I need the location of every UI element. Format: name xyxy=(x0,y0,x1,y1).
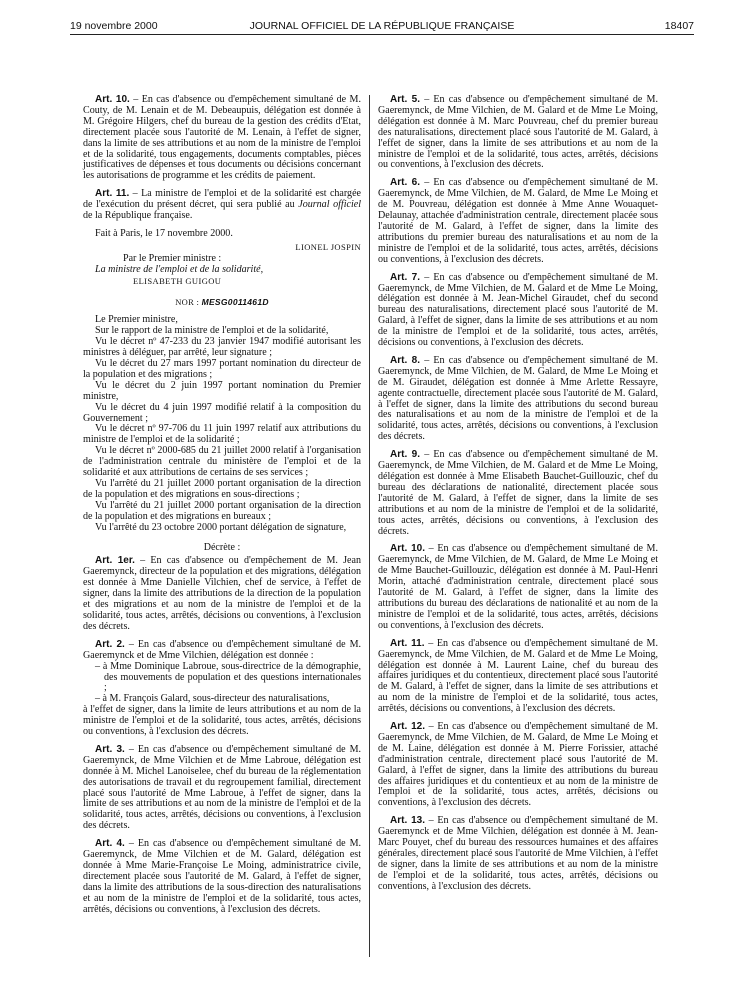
article-label: Art. 6. xyxy=(390,177,421,189)
article-4 xyxy=(83,839,361,915)
article-6 xyxy=(378,178,658,265)
column-divider xyxy=(369,95,370,957)
article-text: – En cas d'absence ou d'empêchement simultané de M. Gaeremynck et de Mme Vilchien, délégation est donnée : xyxy=(83,638,362,661)
article-text: – En cas d'absence ou d'empêchement simultané de M. Couty, de M. Lenain et de M. Debeaupuis, délégation est donnée à M. Grégoire Hilgers, chef du bureau de la gestion des crédits d'Etat, directement placée sous l'autorité de M. Lenain, à l'effet de signer, dans la limite de ses attributions et au nom de la ministre de l'emploi et de la solidarité, tous engagements, documents comptables, pièces justificatives de dépenses et tous documents ou décisions concernant les autorisations de programme et les crédits de paiement. xyxy=(83,94,362,182)
header-rule xyxy=(70,34,694,35)
minister-title: La ministre de l'emploi et de la solidarité, xyxy=(95,263,264,275)
article-text: – En cas d'absence ou d'empêchement simultané de M. Gaeremynck, de Mme Vilchien, de M. Galard, de Mme Le Moing et de M. Giraudet, délégation est donnée à Mme Arlette Ressayre, agente contractuelle, directement placée sous l'autorité de M. Galard, à l'effet de signer, dans la limite des attributions du second bureau des naturalisations et au nom de la ministre de l'emploi et de la solidarité, tous actes, arrêtés, décisions ou conventions, à l'exclusion des décrets. xyxy=(378,354,658,443)
article-text: – En cas d'absence ou d'empêchement de M. Jean Gaeremynck, directeur de la population et des migrations, délégation est donnée à Mme Danielle Vilchien, chef de service, à l'effet de signer, dans la limite des attributions de la direction de la population et des migrations et au nom de la ministre de l'emploi et de la solidarité, tous actes, arrêtés, décisions ou conventions, à l'exclusion des décrets. xyxy=(83,555,361,632)
article-2 xyxy=(83,640,361,738)
nor-code: MESG0011461D xyxy=(201,296,269,307)
article-5 xyxy=(378,95,658,171)
article-text-end: de la République française. xyxy=(83,210,193,222)
preamble-line: Vu l'arrêté du 23 octobre 2000 portant délégation de signature, xyxy=(95,521,347,533)
article-10-right xyxy=(378,544,658,631)
nor-reference xyxy=(83,297,361,308)
article-label: Art. 1er. xyxy=(95,555,135,567)
article-12 xyxy=(378,722,658,809)
article-label: Art. 13. xyxy=(390,815,426,827)
article-7 xyxy=(378,273,658,349)
preamble-line: Vu l'arrêté du 21 juillet 2000 portant organisation de la direction de la population et des migrations en bureaux ; xyxy=(83,499,361,522)
right-column xyxy=(378,95,658,900)
preamble-line: Sur le rapport de la ministre de l'emploi et de la solidarité, xyxy=(95,325,329,337)
decrete-heading: Décrète : xyxy=(203,541,241,553)
list-item: – à M. François Galard, sous-directeur des naturalisations, xyxy=(95,693,330,705)
article-text: – En cas d'absence ou d'empêchement simultané de M. Gaeremynck, de Mme Vilchien, de M. Galard, de Mme Le Moing et de M. Laine, délégation est donnée à M. Pierre Forissier, attaché d'administration centrale, directement placé sous l'autorité de M. Galard, à l'effet de signer, dans la limite des attributions du bureau des affaires juridiques et du contentieux et au nom de la ministre de l'emploi et de la solidarité, tous actes, arrêtés, décisions ou conventions, à l'exclusion des décrets. xyxy=(378,721,659,809)
preamble-line: Vu le décret du 2 juin 1997 portant nomination du Premier ministre, xyxy=(83,379,361,402)
preamble-line: Vu le décret nº 47-233 du 23 janvier 1947 modifié autorisant les ministres à déléguer, par arrêté, leur signature ; xyxy=(83,336,361,359)
article-10-left xyxy=(83,95,361,182)
header-page-number: 18407 xyxy=(664,20,694,32)
article-text: – En cas d'absence ou d'empêchement simultané de M. Gaeremynck, de Mme Vilchien, de M. Galard, de Mme Le Moing et de Mme Bauchet-Guillouzic, délégation est donnée à M. Paul-Henri Morin, attaché d'administration centrale, directement placé sous l'autorité de M. Galard, à l'effet de signer, dans la limite des attributions du bureau des déclarations de nationalité et au nom de la ministre de l'emploi et de la solidarité, tous actes, arrêtés, décisions ou conventions, à l'exclusion des décrets. xyxy=(378,543,659,631)
signature-par: Par le Premier ministre : xyxy=(123,252,222,264)
article-9 xyxy=(378,450,658,537)
nor-prefix: NOR : xyxy=(175,296,202,307)
article-8 xyxy=(378,356,658,443)
page-header xyxy=(70,16,694,36)
header-title: JOURNAL OFFICIEL DE LA RÉPUBLIQUE FRANÇAISE xyxy=(249,20,515,32)
article-label: Art. 4. xyxy=(95,838,125,850)
article-label: Art. 11. xyxy=(390,637,425,649)
signature-name: LIONEL JOSPIN xyxy=(295,241,361,252)
article-text: – En cas d'absence ou d'empêchement simultané de M. Gaeremynck, de Mme Vilchien, de M. Galard et de Mme Le Moing, délégation est donnée à M. Marc Pouvreau, chef du premier bureau des naturalisations, directement placé sous l'autorité de M. Galard, à l'effet de signer, dans la limite de ses attributions et au nom de la ministre de l'emploi et de la solidarité, tous actes, arrêtés, décisions ou conventions, à l'exclusion des décrets. xyxy=(378,94,658,171)
article-text: – La ministre de l'emploi et de la solidarité est chargée de l'exécution du présent décret, qui sera publié au xyxy=(83,188,361,211)
article-text: – En cas d'absence ou d'empêchement simultané de M. Gaeremynck, de Mme Vilchien, de M. Galard, de Mme Le Moing et de M. Pouvreau, délégation est donnée à Mme Anne Wouaquet-Delaunay, attachée d'administration centrale, directement placée sous l'autorité de M. Galard, à l'effet de signer, dans la limite des attributions du premier bureau des naturalisations et au nom de la ministre de l'emploi et de la solidarité, tous actes, arrêtés, décisions ou conventions, à l'exclusion des décrets. xyxy=(378,177,658,265)
preamble-line: Le Premier ministre, xyxy=(95,314,178,326)
article-label: Art. 3. xyxy=(95,743,125,755)
preamble xyxy=(83,315,361,533)
minister-name: ELISABETH GUIGOU xyxy=(133,275,222,286)
preamble-line: Vu le décret du 4 juin 1997 modifié relatif à la composition du Gouvernement ; xyxy=(83,401,361,424)
article-label: Art. 7. xyxy=(390,271,421,283)
signature-date: Fait à Paris, le 17 novembre 2000. xyxy=(95,227,233,239)
article-label: Art. 2. xyxy=(95,638,125,650)
article-label: Art. 8. xyxy=(390,354,421,366)
header-date: 19 novembre 2000 xyxy=(70,20,158,32)
preamble-line: Vu le décret nº 2000-685 du 21 juillet 2000 relatif à l'organisation de l'administration centrale du ministère de l'emploi et de la solidarité et aux attributions de certains de ses services ; xyxy=(83,445,361,479)
article-label: Art. 11. xyxy=(95,188,130,200)
article-13 xyxy=(378,816,658,892)
article-1 xyxy=(83,556,361,632)
preamble-line: Vu le décret nº 97-706 du 11 juin 1997 relatif aux attributions du ministre de l'emploi et de la solidarité ; xyxy=(83,423,361,446)
article-label: Art. 5. xyxy=(390,94,421,105)
article-3 xyxy=(83,745,361,832)
article-tail: à l'effet de signer, dans la limite de leurs attributions et au nom de la ministre de l'emploi et de la solidarité, tous actes, arrêtés, décisions ou conventions, à l'exclusion des décrets. xyxy=(83,704,361,738)
journal-name: Journal officiel xyxy=(298,199,361,211)
article-text: – En cas d'absence ou d'empêchement simultané de M. Gaeremynck, de Mme Vilchien et de Mme Labroue, délégation est donnée à M. Michel Lanoiselee, chef du bureau de la réglementation des autorisations de travail et du regroupement familial, directement placé sous l'autorité de Mme Labroue, à l'effet de signer, dans la limite de ses attributions et au nom de la ministre de l'emploi et de la solidarité, tous actes, arrêtés, décisions ou conventions, à l'exclusion des décrets. xyxy=(83,743,362,832)
article-text: – En cas d'absence ou d'empêchement simultané de M. Gaeremynck, de Mme Vilchien, de M. Galard et de Mme Le Moing, délégation est donnée à M. Laurent Laine, chef du bureau des affaires juridiques et du contentieux, directement placé sous l'autorité de M. Galard, à l'effet de signer, dans la limite de ses attributions et au nom de la ministre de l'emploi et de la solidarité, tous actes, arrêtés, décisions ou conventions, à l'exclusion des décrets. xyxy=(378,637,658,715)
article-text: – En cas d'absence ou d'empêchement simultané de M. Gaeremynck, de Mme Vilchien, de M. Galard et de Mme Le Moing, délégation est donnée à Mme Elisabeth Bauchet-Guillouzic, chef du bureau des déclarations de nationalité, directement placée sous l'autorité de M. Galard, à l'effet de signer, dans la limite de ses attributions et au nom de la ministre de l'emploi et de la solidarité, tous actes, arrêtés, décisions ou conventions, à l'exclusion des décrets. xyxy=(378,449,658,537)
preamble-line: Vu l'arrêté du 21 juillet 2000 portant organisation de la direction de la population et des migrations en sous-directions ; xyxy=(83,478,361,500)
article-text: – En cas d'absence ou d'empêchement simultané de M. Gaeremynck, de Mme Vilchien, de M. Galard et de Mme Le Moing, délégation est donnée à M. Jean-Michel Giraudet, chef du second bureau des naturalisations, directement placé sous l'autorité de M. Galard, à l'effet de signer, dans la limite de ses attributions et au nom de la ministre de l'emploi et de la solidarité, tous actes, arrêtés, décisions ou conventions, à l'exclusion des décrets. xyxy=(378,271,658,349)
article-text: – En cas d'absence ou d'empêchement simultané de M. Gaeremynck, de Mme Vilchien et de M. Galard, délégation est donnée à Mme Marie-Françoise Le Moing, administratrice civile, directement placée sous l'autorité de M. Galard, à l'effet de signer, dans la limite des attributions de la sous-direction des naturalisations et au nom de la ministre de l'emploi et de la solidarité, tous actes, arrêtés, décisions ou conventions, à l'exclusion des décrets. xyxy=(83,838,362,915)
article-text: – En cas d'absence ou d'empêchement simultané de M. Gaeremynck et de Mme Vilchien, délégation est donnée à M. Jean-Marc Pouyet, chef du bureau des ressources humaines et des affaires générales, directement placé sous l'autorité de Mme Vilchien, à l'effet de signer, dans la limite de ses attributions et au nom de la ministre de l'emploi et de la solidarité, tous actes, arrêtés, décisions ou conventions, à l'exclusion des décrets. xyxy=(378,815,659,892)
preamble-line: Vu le décret du 27 mars 1997 portant nomination du directeur de la population et des migrations ; xyxy=(83,358,361,380)
list-item: – à Mme Dominique Labroue, sous-directrice de la démographie, des mouvements de population et des questions internationales ; xyxy=(95,660,361,694)
article-11-left xyxy=(83,189,361,222)
article-11-right xyxy=(378,639,658,715)
article-label: Art. 10. xyxy=(95,94,130,105)
article-label: Art. 10. xyxy=(390,543,426,555)
article-label: Art. 12. xyxy=(390,721,426,733)
left-column xyxy=(83,95,361,923)
article-label: Art. 9. xyxy=(390,449,421,461)
